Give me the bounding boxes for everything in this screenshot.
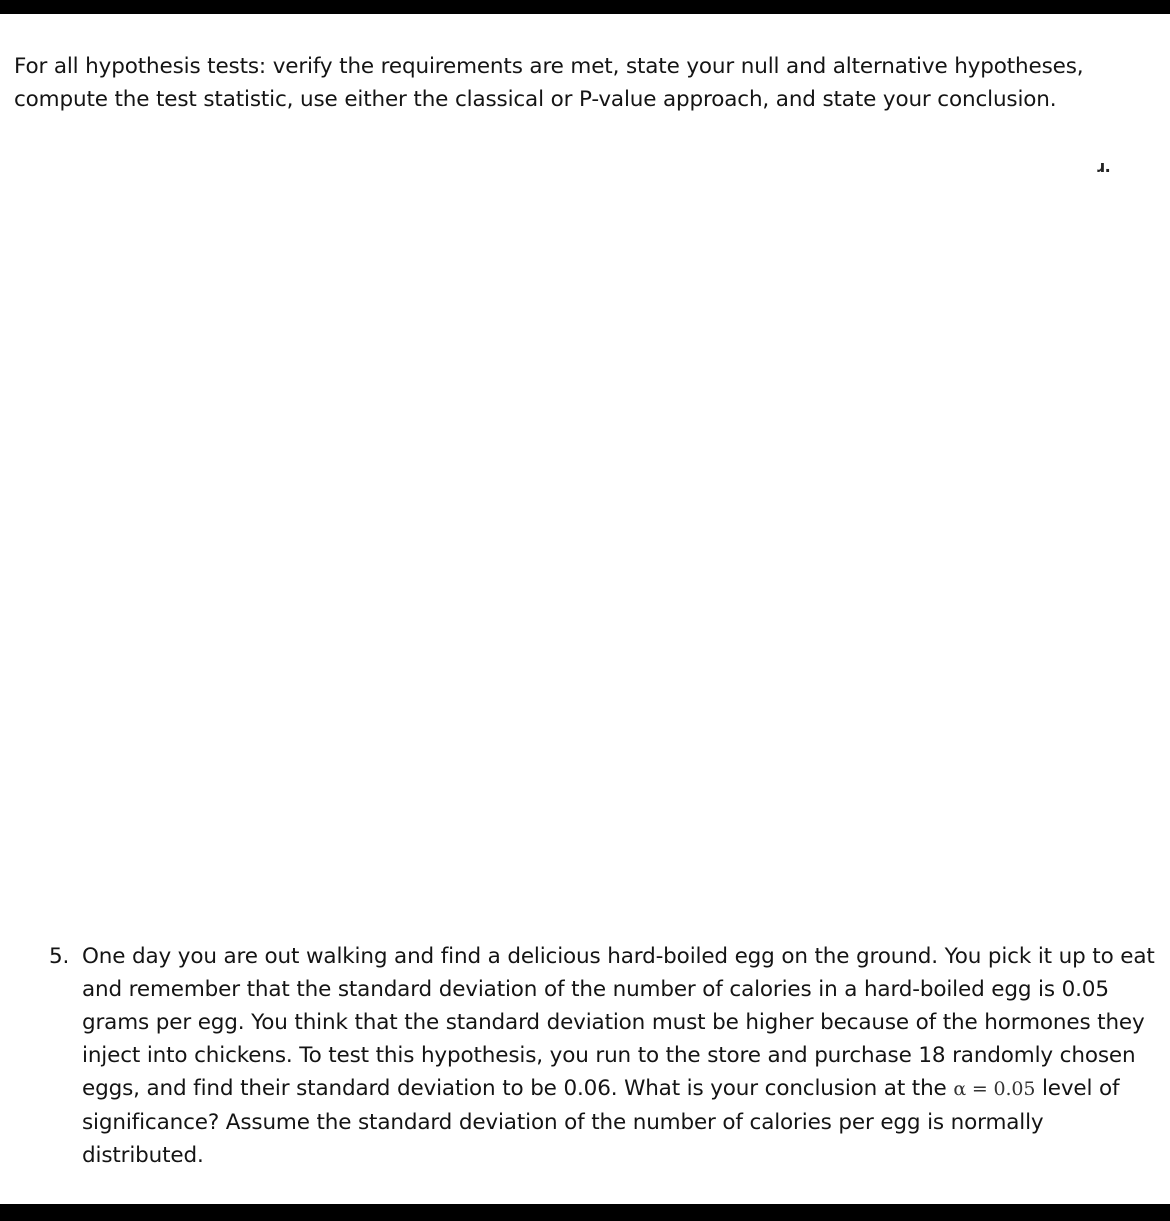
instructions-paragraph: For all hypothesis tests: verify the requirements are met, state your null and alternative hypotheses, compute the test statistic, use either the classical or P-value approach, and state your conclusion. [14,54,1084,112]
question-number: 5. [49,944,70,969]
question-text-part-1: One day you are out walking and find a delicious hard-boiled egg on the ground. You pick it up to eat and remember that the standard deviation of the number of calories in a hard-boiled egg is 0.05 grams per egg. You think that the standard deviation must be higher because of the hormones they inject into chickens. To test this hypothesis, you run to the store and purchase 18 randomly chosen eggs, and find their standard deviation to be 0.06. What is your conclusion at the [82,944,1155,1101]
question-text [82,940,1159,1172]
top-black-bar [0,0,1170,14]
question-5 [49,940,1159,1172]
stray-page-mark: ɹ. [1096,157,1111,176]
alpha-expression: α = 0.05 [953,1078,1036,1100]
question-text-part-2: level of significance? Assume the standard deviation of the number of calories per egg is normally distributed. [82,1076,1120,1168]
bottom-black-bar [0,1204,1170,1221]
